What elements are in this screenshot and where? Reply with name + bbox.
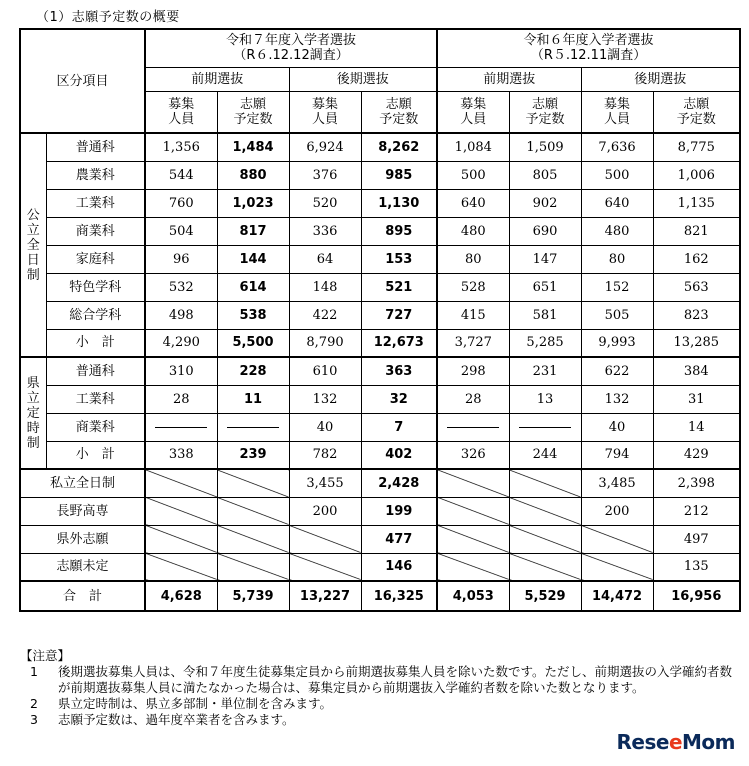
value-cell: 310 — [145, 357, 217, 385]
value-cell: 28 — [145, 385, 217, 413]
value-cell: 326 — [437, 441, 509, 469]
row-label: 普通科 — [46, 133, 145, 161]
value-cell: 199 — [361, 497, 437, 525]
value-cell: 500 — [437, 161, 509, 189]
value-cell: 9,993 — [581, 329, 653, 357]
value-cell: 640 — [437, 189, 509, 217]
value-cell: 2,398 — [653, 469, 740, 497]
late-header-r7: 後期選抜 — [289, 67, 437, 91]
applicants-header: 志願 予定数 — [653, 91, 740, 133]
row-label: 商業科 — [46, 413, 145, 441]
application-table — [19, 28, 741, 612]
value-cell: 7,636 — [581, 133, 653, 161]
quota-header: 募集 人員 — [437, 91, 509, 133]
quota-header: 募集 人員 — [581, 91, 653, 133]
value-cell — [145, 413, 217, 441]
value-cell: 895 — [361, 217, 437, 245]
note-text: 志願予定数は、過年度卒業者を含みます。 — [58, 712, 295, 727]
year-r6-header: 令和６年度入学者選抜 （R５.12.11調査） — [437, 29, 740, 67]
applicants-header: 志願 予定数 — [217, 91, 289, 133]
value-cell: 40 — [289, 413, 361, 441]
diagonal-cell — [509, 525, 581, 553]
value-cell: 244 — [509, 441, 581, 469]
year-r7-header: 令和７年度入学者選抜 （R６.12.12調査） — [145, 29, 437, 67]
value-cell: 162 — [653, 245, 740, 273]
value-cell: 477 — [361, 525, 437, 553]
value-cell: 28 — [437, 385, 509, 413]
quota-header: 募集 人員 — [289, 91, 361, 133]
row-label: 県外志願 — [20, 525, 145, 553]
value-cell: 614 — [217, 273, 289, 301]
table-row — [20, 301, 740, 329]
value-cell: 520 — [289, 189, 361, 217]
diagonal-cell — [145, 469, 217, 497]
value-cell: 1,509 — [509, 133, 581, 161]
applicants-header: 志願 予定数 — [509, 91, 581, 133]
diagonal-cell — [145, 553, 217, 581]
table-row — [20, 497, 740, 525]
diagonal-cell — [509, 553, 581, 581]
total-value: 13,227 — [289, 581, 361, 611]
table-row — [20, 189, 740, 217]
value-cell: 146 — [361, 553, 437, 581]
applicants-header: 志願 予定数 — [361, 91, 437, 133]
value-cell: 13 — [509, 385, 581, 413]
value-cell: 422 — [289, 301, 361, 329]
value-cell: 2,428 — [361, 469, 437, 497]
diagonal-cell — [581, 553, 653, 581]
diagonal-cell — [509, 497, 581, 525]
value-cell: 132 — [581, 385, 653, 413]
diagonal-cell — [437, 497, 509, 525]
value-cell: 31 — [653, 385, 740, 413]
table-row — [20, 245, 740, 273]
diagonal-cell — [289, 553, 361, 581]
note-number: 1 — [30, 664, 38, 679]
value-cell: 239 — [217, 441, 289, 469]
value-cell: 200 — [289, 497, 361, 525]
diagonal-cell — [217, 525, 289, 553]
value-cell: 504 — [145, 217, 217, 245]
value-cell: 338 — [145, 441, 217, 469]
late-header-r6: 後期選抜 — [581, 67, 740, 91]
value-cell: 153 — [361, 245, 437, 273]
value-cell: 376 — [289, 161, 361, 189]
value-cell: 581 — [509, 301, 581, 329]
value-cell: 11 — [217, 385, 289, 413]
value-cell: 384 — [653, 357, 740, 385]
table-row — [20, 441, 740, 469]
value-cell: 13,285 — [653, 329, 740, 357]
value-cell: 902 — [509, 189, 581, 217]
table-row — [20, 217, 740, 245]
value-cell: 152 — [581, 273, 653, 301]
value-cell: 498 — [145, 301, 217, 329]
total-value: 4,628 — [145, 581, 217, 611]
note-item — [20, 696, 740, 712]
table-row — [20, 469, 740, 497]
value-cell: 1,135 — [653, 189, 740, 217]
diagonal-cell — [289, 525, 361, 553]
note-text: 県立定時制は、県立多部制・単位制を含みます。 — [58, 696, 333, 711]
value-cell: 528 — [437, 273, 509, 301]
early-header-r7: 前期選抜 — [145, 67, 289, 91]
early-header-r6: 前期選抜 — [437, 67, 581, 91]
value-cell: 532 — [145, 273, 217, 301]
value-cell: 147 — [509, 245, 581, 273]
value-cell: 1,484 — [217, 133, 289, 161]
diagonal-cell — [217, 469, 289, 497]
value-cell: 336 — [289, 217, 361, 245]
value-cell — [509, 413, 581, 441]
table-row — [20, 273, 740, 301]
value-cell: 8,790 — [289, 329, 361, 357]
value-cell — [217, 413, 289, 441]
value-cell: 544 — [145, 161, 217, 189]
total-value: 16,956 — [653, 581, 740, 611]
page-title: （1）志願予定数の概要 — [36, 10, 180, 25]
value-cell: 563 — [653, 273, 740, 301]
table-row — [20, 553, 740, 581]
value-cell: 3,485 — [581, 469, 653, 497]
group-pref-part-time: 県 立 定 時 制 — [20, 357, 46, 469]
value-cell: 363 — [361, 357, 437, 385]
value-cell: 1,084 — [437, 133, 509, 161]
value-cell: 132 — [289, 385, 361, 413]
value-cell: 5,500 — [217, 329, 289, 357]
note-text: 後期選抜募集人員は、令和７年度生徒募集定員から前期選抜募集人員を除いた数です。ただし、前期選抜の入学確約者数が前期選抜募集人員に満たなかった場合は、募集定員から前期選抜入学確約者数を除いた数となります。 — [58, 664, 733, 695]
table-row — [20, 329, 740, 357]
value-cell: 40 — [581, 413, 653, 441]
row-label: 長野高専 — [20, 497, 145, 525]
resemom-logo: ReseeMom — [616, 730, 735, 754]
diagonal-cell — [217, 497, 289, 525]
diagonal-cell — [581, 525, 653, 553]
group-public-full-time: 公 立 全 日 制 — [20, 133, 46, 357]
quota-header: 募集 人員 — [145, 91, 217, 133]
diagonal-cell — [437, 553, 509, 581]
value-cell: 640 — [581, 189, 653, 217]
value-cell: 480 — [581, 217, 653, 245]
diagonal-cell — [437, 525, 509, 553]
row-label: 小 計 — [46, 441, 145, 469]
value-cell: 880 — [217, 161, 289, 189]
diagonal-cell — [509, 469, 581, 497]
row-label: 志願未定 — [20, 553, 145, 581]
value-cell: 80 — [437, 245, 509, 273]
value-cell: 228 — [217, 357, 289, 385]
row-label: 総合学科 — [46, 301, 145, 329]
table-row — [20, 385, 740, 413]
row-label: 工業科 — [46, 189, 145, 217]
table-row — [20, 525, 740, 553]
value-cell: 782 — [289, 441, 361, 469]
notes — [20, 648, 740, 728]
value-cell: 1,006 — [653, 161, 740, 189]
total-value: 5,739 — [217, 581, 289, 611]
value-cell: 1,356 — [145, 133, 217, 161]
value-cell: 985 — [361, 161, 437, 189]
value-cell: 8,262 — [361, 133, 437, 161]
total-row — [20, 581, 740, 611]
note-item — [20, 712, 740, 728]
value-cell: 497 — [653, 525, 740, 553]
value-cell: 135 — [653, 553, 740, 581]
value-cell: 610 — [289, 357, 361, 385]
notes-heading: 【注意】 — [20, 648, 71, 663]
dash-mark — [227, 427, 279, 428]
value-cell: 231 — [509, 357, 581, 385]
value-cell: 727 — [361, 301, 437, 329]
table-row — [20, 357, 740, 385]
value-cell: 817 — [217, 217, 289, 245]
row-label: 特色学科 — [46, 273, 145, 301]
row-label: 工業科 — [46, 385, 145, 413]
value-cell: 64 — [289, 245, 361, 273]
value-cell: 14 — [653, 413, 740, 441]
value-cell: 805 — [509, 161, 581, 189]
value-cell: 794 — [581, 441, 653, 469]
value-cell: 7 — [361, 413, 437, 441]
value-cell: 823 — [653, 301, 740, 329]
diagonal-cell — [145, 497, 217, 525]
note-number: 3 — [30, 712, 38, 727]
value-cell: 1,130 — [361, 189, 437, 217]
total-value: 16,325 — [361, 581, 437, 611]
value-cell: 32 — [361, 385, 437, 413]
value-cell: 690 — [509, 217, 581, 245]
value-cell: 821 — [653, 217, 740, 245]
dash-mark — [447, 427, 499, 428]
value-cell: 622 — [581, 357, 653, 385]
value-cell: 6,924 — [289, 133, 361, 161]
table-row — [20, 133, 740, 161]
table-row — [20, 161, 740, 189]
row-label: 農業科 — [46, 161, 145, 189]
value-cell: 148 — [289, 273, 361, 301]
total-label: 合 計 — [20, 581, 145, 611]
row-label: 普通科 — [46, 357, 145, 385]
value-cell: 3,727 — [437, 329, 509, 357]
row-label: 家庭科 — [46, 245, 145, 273]
total-value: 4,053 — [437, 581, 509, 611]
value-cell: 96 — [145, 245, 217, 273]
value-cell: 12,673 — [361, 329, 437, 357]
category-header: 区分項目 — [20, 29, 145, 133]
value-cell: 505 — [581, 301, 653, 329]
value-cell: 5,285 — [509, 329, 581, 357]
note-item — [20, 664, 740, 696]
row-label: 商業科 — [46, 217, 145, 245]
total-value: 5,529 — [509, 581, 581, 611]
row-label: 小 計 — [46, 329, 145, 357]
value-cell: 200 — [581, 497, 653, 525]
diagonal-cell — [437, 469, 509, 497]
value-cell: 651 — [509, 273, 581, 301]
total-value: 14,472 — [581, 581, 653, 611]
value-cell: 8,775 — [653, 133, 740, 161]
value-cell: 144 — [217, 245, 289, 273]
value-cell: 212 — [653, 497, 740, 525]
value-cell: 415 — [437, 301, 509, 329]
note-number: 2 — [30, 696, 38, 711]
dash-mark — [519, 427, 571, 428]
value-cell: 80 — [581, 245, 653, 273]
value-cell: 521 — [361, 273, 437, 301]
value-cell: 298 — [437, 357, 509, 385]
diagonal-cell — [217, 553, 289, 581]
dash-mark — [155, 427, 207, 428]
value-cell: 538 — [217, 301, 289, 329]
row-label: 私立全日制 — [20, 469, 145, 497]
diagonal-cell — [145, 525, 217, 553]
value-cell: 1,023 — [217, 189, 289, 217]
value-cell: 429 — [653, 441, 740, 469]
value-cell: 760 — [145, 189, 217, 217]
table-row — [20, 413, 740, 441]
value-cell: 480 — [437, 217, 509, 245]
value-cell: 3,455 — [289, 469, 361, 497]
value-cell: 500 — [581, 161, 653, 189]
value-cell: 402 — [361, 441, 437, 469]
value-cell: 4,290 — [145, 329, 217, 357]
value-cell — [437, 413, 509, 441]
